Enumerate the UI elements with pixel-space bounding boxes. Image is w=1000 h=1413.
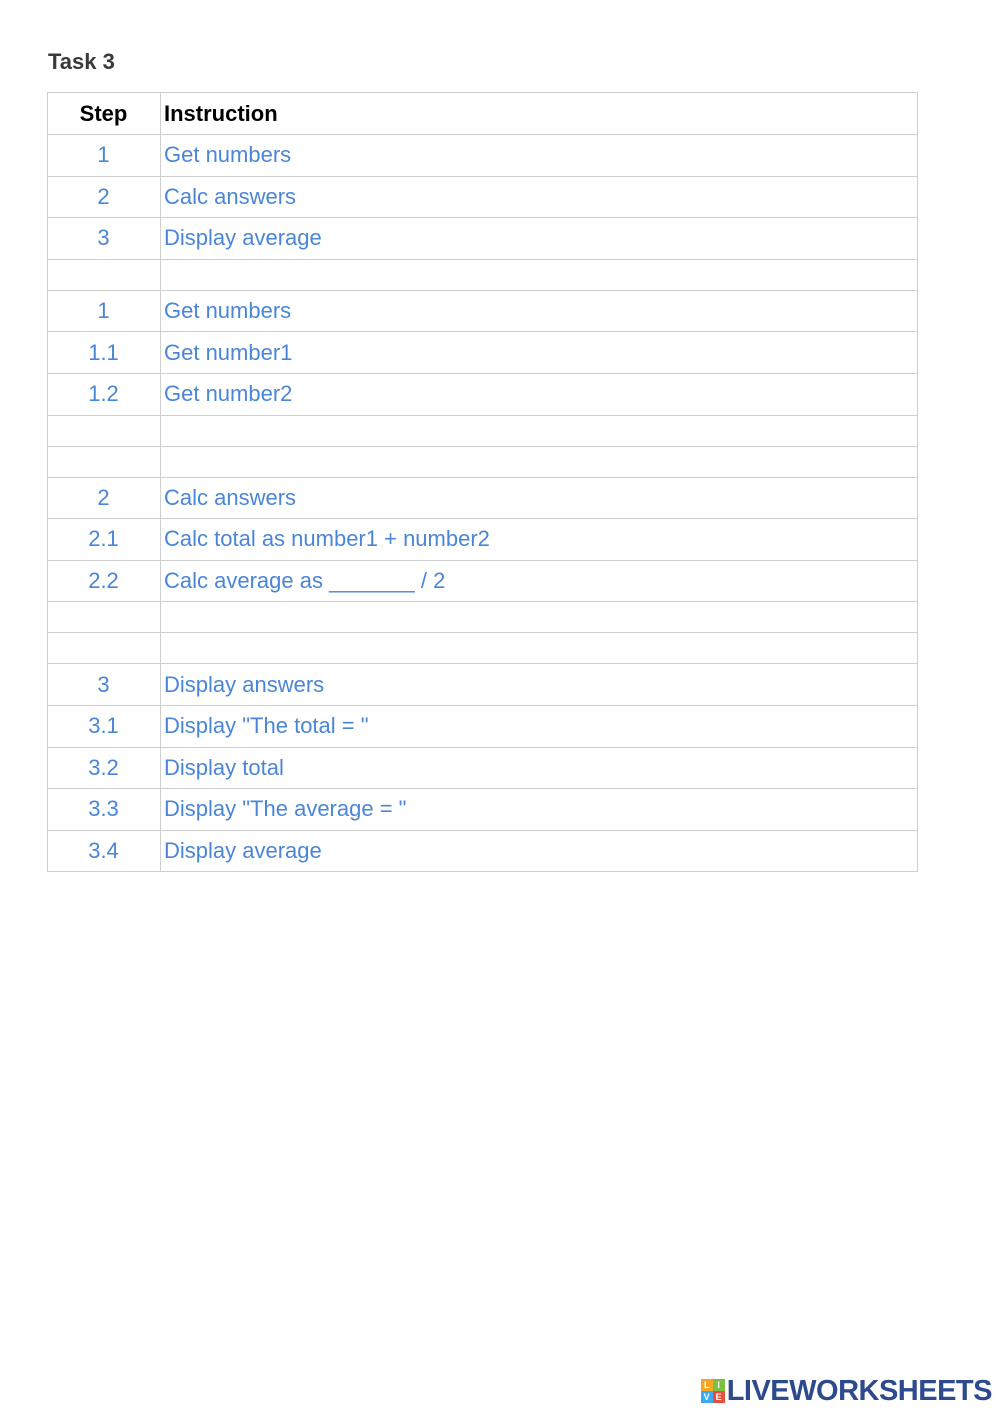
table-row xyxy=(48,290,918,332)
table-row xyxy=(48,477,918,519)
steps-table xyxy=(47,92,918,872)
step-number: 1 xyxy=(48,135,161,177)
liveworksheets-logo[interactable] xyxy=(701,1377,992,1405)
table-row xyxy=(48,560,918,602)
table-row xyxy=(48,135,918,177)
step-number: 2 xyxy=(48,477,161,519)
instruction-text: Display total xyxy=(161,747,918,789)
instruction-text: Get number1 xyxy=(161,332,918,374)
table-row xyxy=(48,705,918,747)
table-row xyxy=(48,332,918,374)
table-row xyxy=(48,176,918,218)
table-row-empty xyxy=(48,259,918,290)
step-number: 1.2 xyxy=(48,373,161,415)
step-number xyxy=(48,415,161,446)
instruction-text xyxy=(161,446,918,477)
table-row xyxy=(48,664,918,706)
step-number: 1.1 xyxy=(48,332,161,374)
liveworksheets-logo-icon xyxy=(701,1379,725,1403)
instruction-text: Calc average as _______ / 2 xyxy=(161,560,918,602)
instruction-text: Display answers xyxy=(161,664,918,706)
instruction-text xyxy=(161,633,918,664)
instruction-column-header: Instruction xyxy=(161,93,918,135)
table-row xyxy=(48,218,918,260)
instruction-text: Get numbers xyxy=(161,290,918,332)
instruction-text xyxy=(161,415,918,446)
instruction-text: Display "The total = " xyxy=(161,705,918,747)
instruction-text: Calc total as number1 + number2 xyxy=(161,519,918,561)
instruction-text: Get numbers xyxy=(161,135,918,177)
instruction-text xyxy=(161,259,918,290)
table-header-row xyxy=(48,93,918,135)
liveworksheets-logo-text: LIVEWORKSHEETS xyxy=(726,1375,992,1407)
table-row xyxy=(48,789,918,831)
instruction-text: Calc answers xyxy=(161,477,918,519)
step-number: 3 xyxy=(48,218,161,260)
table-row xyxy=(48,519,918,561)
logo-letter-e: E xyxy=(713,1391,725,1403)
logo-letter-i: I xyxy=(713,1379,725,1391)
table-row xyxy=(48,373,918,415)
step-number: 1 xyxy=(48,290,161,332)
step-number: 2.2 xyxy=(48,560,161,602)
logo-letter-v: V xyxy=(701,1391,713,1403)
instruction-text: Display average xyxy=(161,830,918,872)
table-row xyxy=(48,830,918,872)
step-number: 2.1 xyxy=(48,519,161,561)
steps-table-body xyxy=(48,135,918,872)
step-number: 3.4 xyxy=(48,830,161,872)
step-number: 3.1 xyxy=(48,705,161,747)
table-row-empty xyxy=(48,446,918,477)
step-number: 3 xyxy=(48,664,161,706)
task-title: Task 3 xyxy=(48,49,115,74)
step-number xyxy=(48,259,161,290)
step-number: 3.3 xyxy=(48,789,161,831)
table-row xyxy=(48,747,918,789)
step-number: 3.2 xyxy=(48,747,161,789)
step-number: 2 xyxy=(48,176,161,218)
step-number xyxy=(48,633,161,664)
instruction-text: Display "The average = " xyxy=(161,789,918,831)
instruction-text: Get number2 xyxy=(161,373,918,415)
table-row-empty xyxy=(48,602,918,633)
instruction-text xyxy=(161,602,918,633)
table-row-empty xyxy=(48,415,918,446)
step-number xyxy=(48,446,161,477)
table-row-empty xyxy=(48,633,918,664)
logo-letter-l: L xyxy=(701,1379,713,1391)
instruction-text: Display average xyxy=(161,218,918,260)
instruction-text: Calc answers xyxy=(161,176,918,218)
step-number xyxy=(48,602,161,633)
step-column-header: Step xyxy=(48,93,161,135)
